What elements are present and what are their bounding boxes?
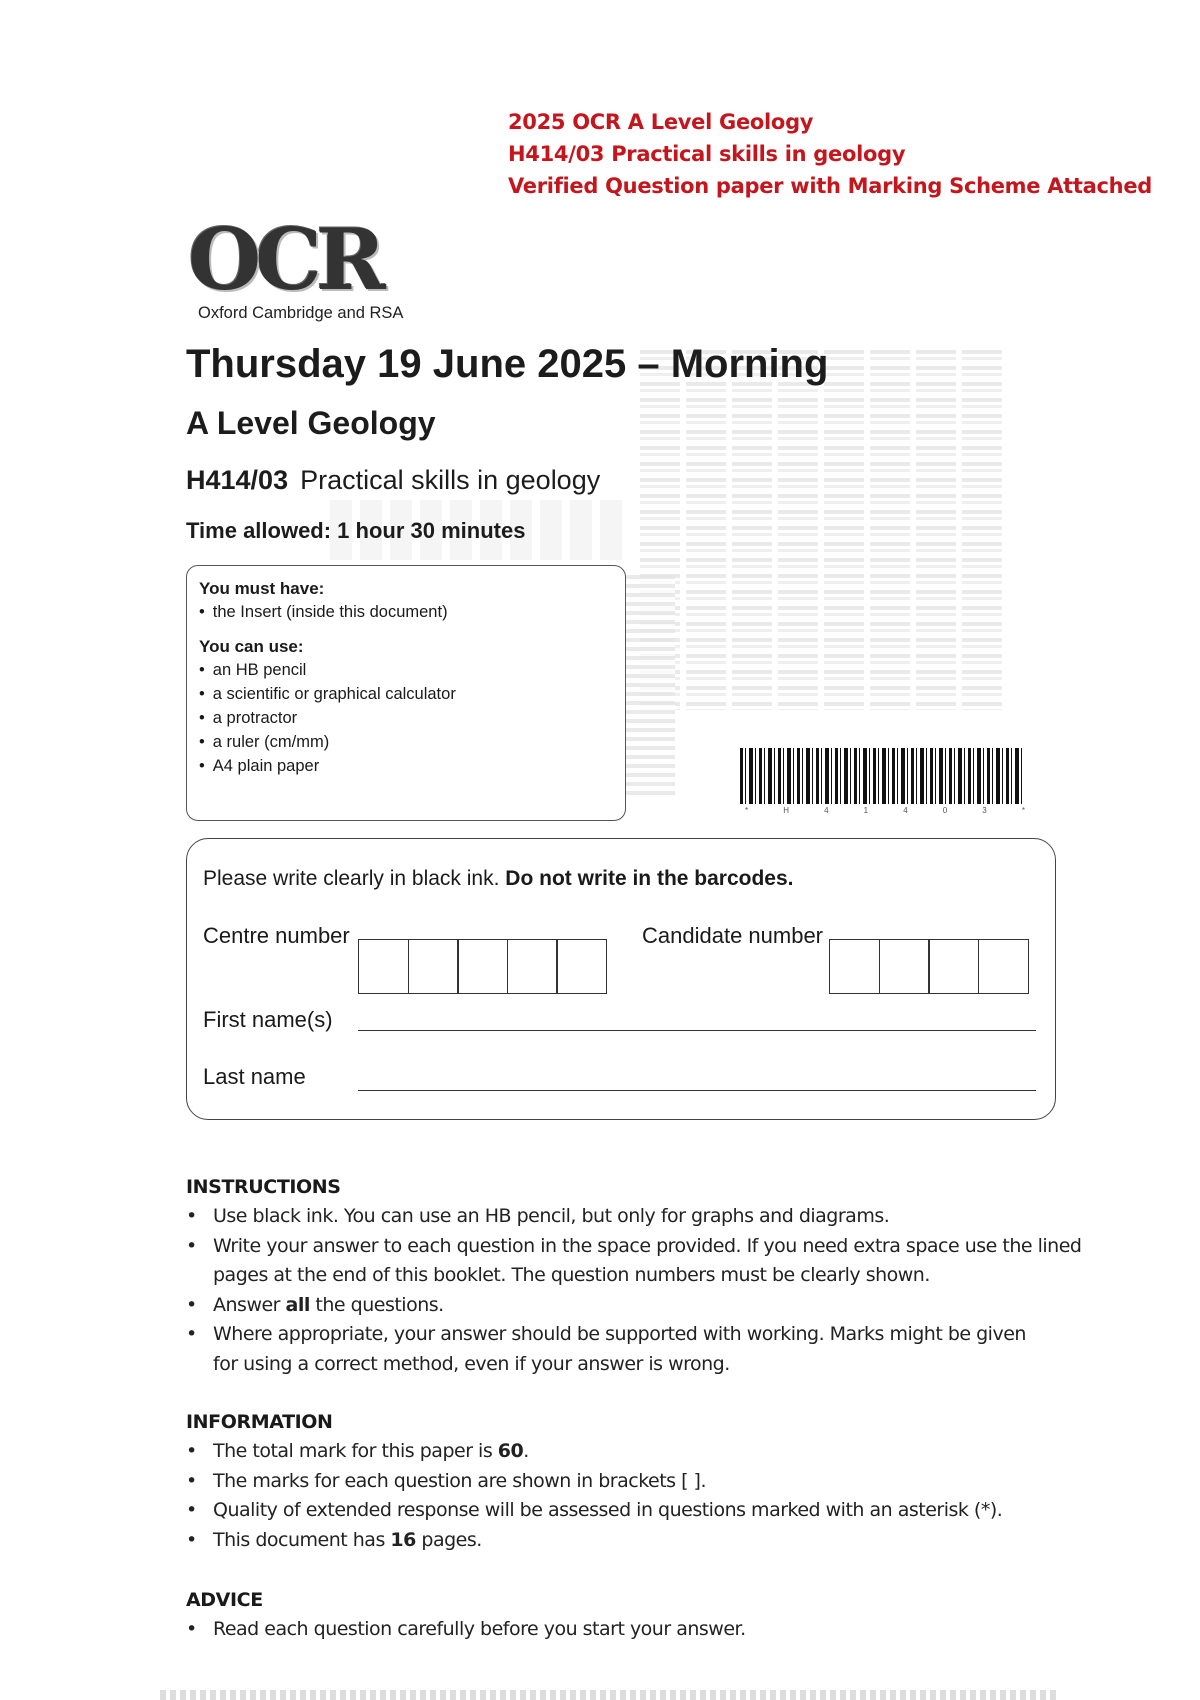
information-text-part: pages. xyxy=(415,1528,482,1551)
list-item xyxy=(186,1437,1053,1467)
information-text: • Quality of extended response will be assessed in questions marked with an asterisk (*). xyxy=(213,1499,1003,1521)
instruction-text: • Write your answer to each question in the space provided. If you need extra space use the lined xyxy=(213,1234,1082,1257)
instruction-text-part: Answer xyxy=(213,1293,286,1316)
centre-digit-box[interactable] xyxy=(408,939,459,994)
exam-subject: A Level Geology xyxy=(186,405,436,441)
header-note-line-2: H414/03 Practical skills in geology xyxy=(508,142,906,166)
exam-code-title xyxy=(186,465,600,496)
first-name-field[interactable] xyxy=(358,1030,1036,1031)
centre-number-boxes[interactable] xyxy=(358,939,606,994)
must-have-list xyxy=(199,600,613,624)
exam-code: H414/03 xyxy=(186,465,289,495)
list-item xyxy=(186,1232,1082,1291)
exam-paper-title: Practical skills in geology xyxy=(300,465,601,495)
information-list xyxy=(186,1437,1053,1555)
list-item xyxy=(186,1496,1053,1526)
instructions-heading: INSTRUCTIONS xyxy=(186,1176,341,1198)
barcode-digit: 4 xyxy=(903,806,908,815)
time-allowed: Time allowed: 1 hour 30 minutes xyxy=(186,518,526,543)
barcode-warning: Do not write in the barcodes. xyxy=(505,867,794,890)
list-item xyxy=(186,1320,1053,1379)
centre-number-label: Centre number xyxy=(203,923,350,948)
requirements-box xyxy=(186,565,626,821)
list-item xyxy=(186,1467,1053,1497)
information-text-part: The total mark for this paper is xyxy=(213,1440,498,1462)
instructions-list xyxy=(186,1202,1082,1379)
last-name-label: Last name xyxy=(203,1064,306,1089)
information-text: • The marks for each question are shown in brackets [ ]. xyxy=(213,1469,707,1492)
barcode-digit: H xyxy=(783,806,789,815)
candidate-digit-box[interactable] xyxy=(978,939,1029,994)
header-note-line-1: 2025 OCR A Level Geology xyxy=(508,110,814,134)
barcode-bars xyxy=(740,748,1022,804)
list-item xyxy=(186,1615,1053,1645)
candidate-digit-box[interactable] xyxy=(928,939,979,994)
header-note xyxy=(508,106,1152,202)
list-item xyxy=(186,1202,1053,1232)
instruction-text-part: the questions. xyxy=(309,1293,444,1316)
list-item xyxy=(186,1291,1053,1321)
watermark-strip xyxy=(625,575,675,795)
list-item: • a scientific or graphical calculator xyxy=(199,682,613,706)
must-have-heading: You must have: xyxy=(199,579,325,598)
instruction-text xyxy=(213,1291,1053,1321)
candidate-number-label: Candidate number xyxy=(642,923,824,948)
instruction-text: • Use black ink. You can use an HB pencil, but only for graphs and diagrams. xyxy=(213,1205,890,1227)
information-text-part: . xyxy=(523,1440,529,1462)
information-text-part: This document has xyxy=(213,1528,391,1551)
centre-digit-box[interactable] xyxy=(556,939,607,994)
barcode-digit: * xyxy=(745,806,749,815)
instruction-emphasis: all xyxy=(285,1293,310,1316)
candidate-number-boxes[interactable] xyxy=(829,939,1027,994)
information-emphasis: 16 xyxy=(390,1528,416,1551)
advice-text: • Read each question carefully before you start your answer. xyxy=(213,1618,746,1640)
logo-subtitle: Oxford Cambridge and RSA xyxy=(198,304,404,322)
exam-date: Thursday 19 June 2025 – Morning xyxy=(186,342,829,386)
list-item: • an HB pencil xyxy=(199,658,613,682)
watermark-pattern xyxy=(640,350,1010,710)
advice-list xyxy=(186,1615,1053,1645)
list-item: • a protractor xyxy=(199,706,613,730)
candidate-digit-box[interactable] xyxy=(879,939,930,994)
barcode xyxy=(740,748,1022,804)
write-clearly-text: Please write clearly in black ink. xyxy=(203,867,500,890)
centre-digit-box[interactable] xyxy=(507,939,558,994)
barcode-digits xyxy=(745,806,1025,815)
barcode-digit: 4 xyxy=(824,806,829,815)
instruction-text: for using a correct method, even if your answer is wrong. xyxy=(213,1352,730,1375)
barcode-digit: 0 xyxy=(942,806,948,815)
first-name-label: First name(s) xyxy=(203,1007,333,1032)
information-text xyxy=(213,1437,1053,1467)
barcode-digit: 3 xyxy=(982,806,987,815)
list-item: • a ruler (cm/mm) xyxy=(199,730,613,754)
instruction-text: pages at the end of this booklet. The question numbers must be clearly shown. xyxy=(213,1264,930,1286)
logo-text: OCR xyxy=(188,210,380,309)
information-text xyxy=(213,1526,1053,1556)
header-note-line-3: Verified Question paper with Marking Scheme Attached xyxy=(508,174,1152,198)
last-name-field[interactable] xyxy=(358,1090,1036,1091)
advice-heading: ADVICE xyxy=(186,1589,263,1611)
footer-fragment xyxy=(160,1690,1060,1700)
write-clearly-note xyxy=(203,867,794,891)
candidate-digit-box[interactable] xyxy=(829,939,880,994)
centre-digit-box[interactable] xyxy=(358,939,409,994)
can-use-heading: You can use: xyxy=(199,637,304,656)
instruction-text: • Where appropriate, your answer should be supported with working. Marks might be given xyxy=(213,1323,1026,1345)
list-item: • A4 plain paper xyxy=(199,754,613,778)
ocr-logo xyxy=(188,210,428,328)
list-item: • the Insert (inside this document) xyxy=(199,600,613,624)
barcode-digit: 1 xyxy=(863,806,869,815)
centre-digit-box[interactable] xyxy=(457,939,508,994)
list-item xyxy=(186,1526,1053,1556)
information-heading: INFORMATION xyxy=(186,1411,333,1433)
can-use-list xyxy=(199,658,613,778)
candidate-details-box xyxy=(186,838,1056,1120)
barcode-digit: * xyxy=(1021,806,1025,815)
information-emphasis: 60 xyxy=(497,1440,524,1462)
